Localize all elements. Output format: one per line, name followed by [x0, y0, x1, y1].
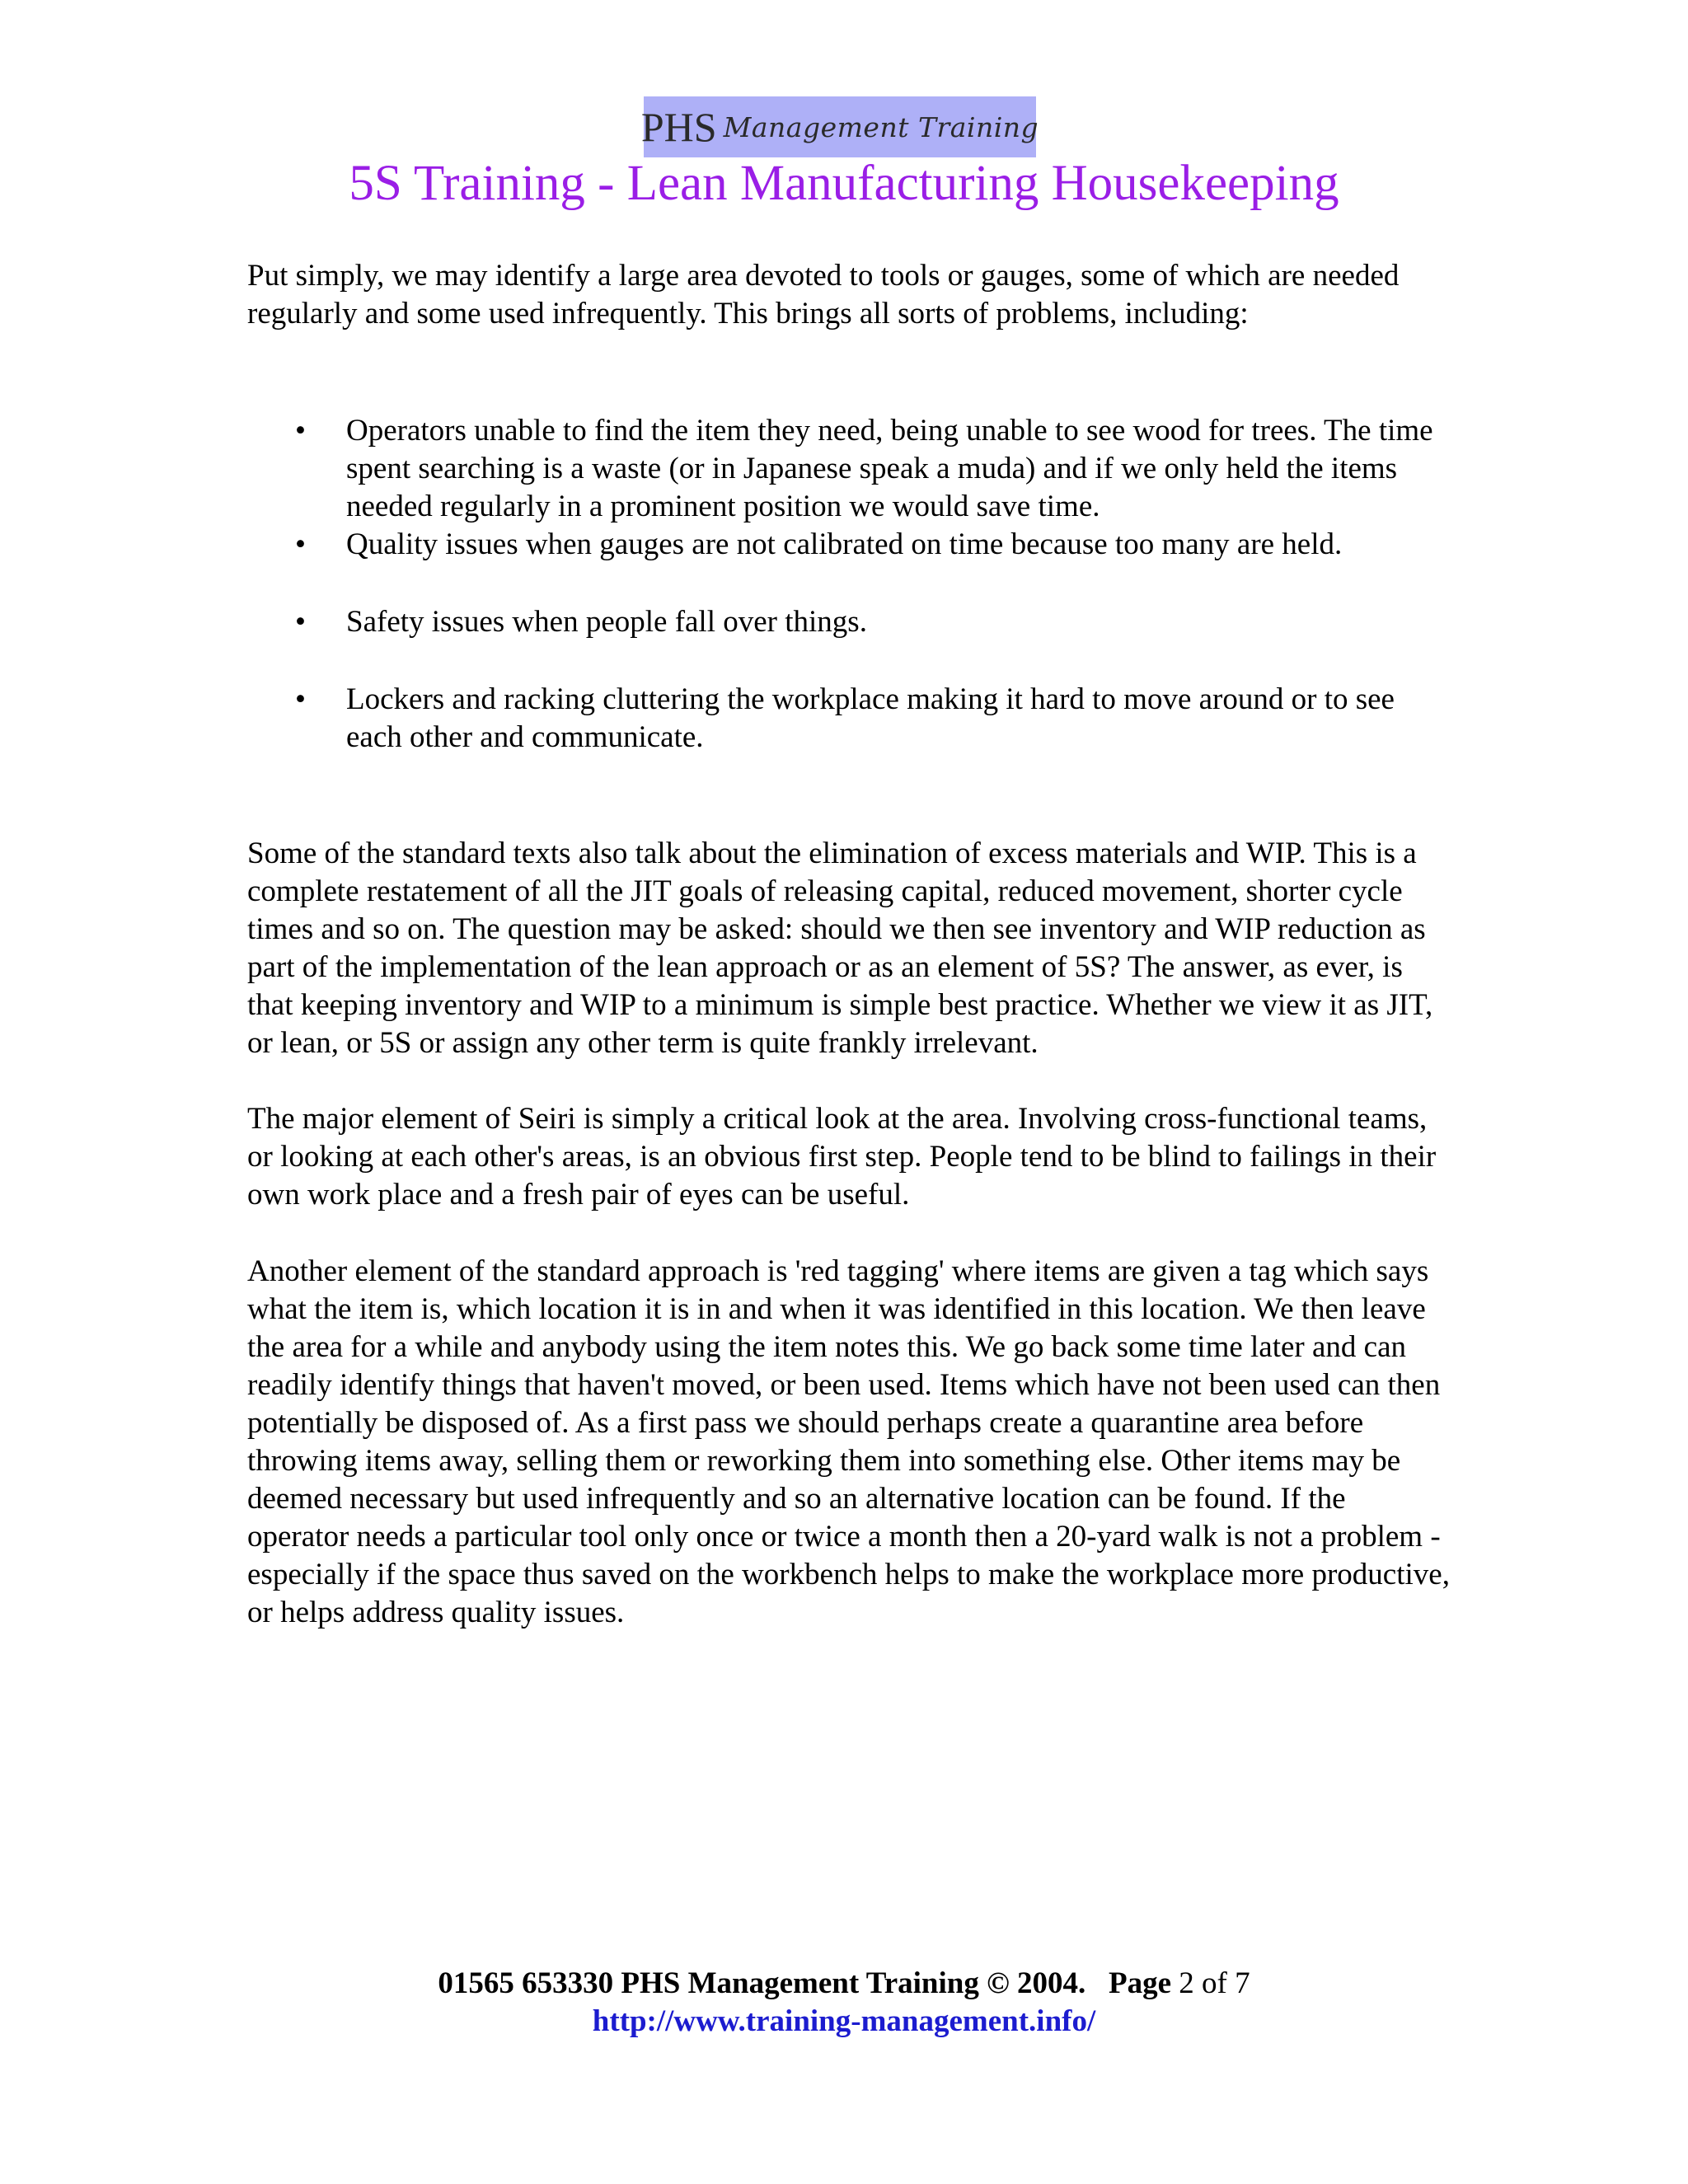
intro-paragraph: Put simply, we may identify a large area devoted to tools or gauges, some of which are needed regularly and some used infrequently. This brings all sorts of problems, including: — [247, 259, 1400, 330]
list-item: • Quality issues when gauges are not calibrated on time because too many are held. — [247, 526, 1451, 564]
red-tagging-paragraph: Another element of the standard approach is 'red tagging' where items are given a tag which says what the item is, which location it is in and when it was identified in this location. We then leave the area for a while and anybody using the item notes this. We go back some time later and can readily identify things that haven't moved, or been used. Items which have not been used can then potentially be disposed of. As a first pass we should perhaps create a quarantine area before throwing items away, selling them or reworking them into something else. Other items may be deemed necessary but used infrequently and so an alternative location can be found. If the operator needs a particular tool only once or twice a month then a 20-yard walk is not a problem - especially if the space thus saved on the workbench helps to make the workplace more productive, or helps address quality issues. — [247, 1254, 1450, 1629]
seiri-paragraph: The major element of Seiri is simply a critical look at the area. Involving cross-functional teams, or looking at each other's areas, is an obvious first step. People tend to be blind to failings in their own work place and a fresh pair of eyes can be useful. — [247, 1102, 1437, 1212]
list-item: • Operators unable to find the item they need, being unable to see wood for trees. The time spent searching is a waste (or in Japanese speak a muda) and if we only held the items needed regularly in a prominent position we would save time. — [247, 412, 1451, 526]
list-item: • Safety issues when people fall over things. — [247, 603, 1451, 641]
phs-logo — [640, 96, 1039, 157]
footer-contact: 01565 653330 PHS Management Training © 2004. — [438, 1966, 1086, 2000]
list-item: • Lockers and racking cluttering the workplace making it hard to move around or to see each other and communicate. — [247, 681, 1451, 757]
logo-brand: PHS — [640, 104, 717, 150]
footer-url-link[interactable]: http://www.training-management.info/ — [592, 2004, 1096, 2038]
page-title: 5S Training - Lean Manufacturing Housekeeping — [349, 156, 1339, 211]
problems-list — [247, 412, 1451, 757]
footer-contact-line — [0, 1965, 1688, 2003]
footer-page-label: Page — [1108, 1966, 1172, 2000]
logo-script-text: Management Training — [723, 110, 1039, 143]
footer-page-number: 2 of 7 — [1179, 1966, 1250, 2000]
excess-materials-paragraph: Some of the standard texts also talk about the elimination of excess materials and WIP. This is a complete restatement of all the JIT goals of releasing capital, reduced movement, shorter cycle times and so on. The question may be asked: should we then see inventory and WIP reduction as part of the implementation of the lean approach or as an element of 5S? The answer, as ever, is that keeping inventory and WIP to a minimum is simple best practice. Whether we view it as JIT, or lean, or 5S or assign any other term is quite frankly irrelevant. — [247, 837, 1433, 1060]
